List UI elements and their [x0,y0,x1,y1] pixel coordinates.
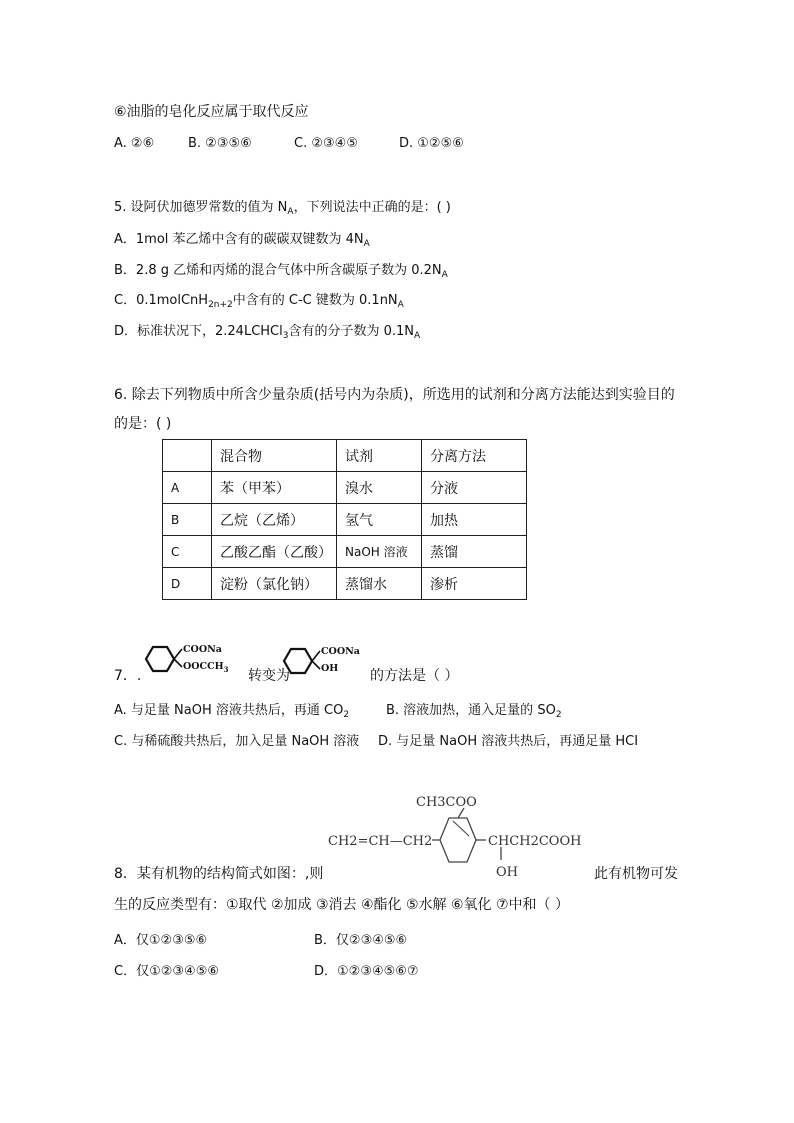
table-cell: 乙酸乙酯（乙酸） [212,536,337,568]
table-cell: 分液 [422,472,527,504]
structure-q8-compound [326,790,598,882]
table-cell: B [163,504,212,536]
table-cell: 加热 [422,504,527,536]
struct1-bottom-label: $OOCCH_3$ [183,661,229,674]
table-header-cell: 试剂 [337,440,422,472]
table-cell: A [163,472,212,504]
q7-option-c[interactable]: C. 与稀硫酸共热后，加入足量 NaOH 溶液 [114,734,360,749]
q8-option-d[interactable]: D．①②③④⑤⑥⑦ [314,964,419,979]
table-header-cell: 混合物 [212,440,337,472]
table-cell: 苯（甲苯） [212,472,337,504]
table-cell: 氢气 [337,504,422,536]
table-header-cell: 分离方法 [422,440,527,472]
table-row[interactable] [163,472,527,504]
q8-label-acid-chain: CHCH2COOH [488,834,582,849]
q5-option-b[interactable]: B．2.8 g 乙烯和丙烯的混合气体中所含碳原子数为 $0.2N_A$ [114,263,448,280]
table-cell: 蒸馏 [422,536,527,568]
struct1-top-label: COONa [183,644,222,655]
table-row[interactable] [163,568,527,600]
q5-option-c[interactable]: C．0.1molCnH$_{2n+2}$中含有的 C-C 键数为 $0.1nN_A$ [114,293,404,310]
struct2-bottom-label: OH [321,663,339,674]
q4-option-a[interactable]: A. ②⑥ [114,136,155,151]
question-6-stem-cont: 的是：( ) [114,416,172,432]
question-8-stem-right: 此有机物可发 [594,866,678,882]
table-cell: 渗析 [422,568,527,600]
table-row[interactable] [163,536,527,568]
q6-table [162,439,527,600]
struct2-top-label: COONa [321,646,360,657]
question-8-stem-cont: 生的反应类型有：①取代 ②加成 ③消去 ④酯化 ⑤水解 ⑥氧化 ⑦中和（ ） [114,897,570,913]
q8-option-b[interactable]: B．仅②③④⑤⑥ [314,933,408,948]
question-7-number: 7．. [114,668,142,684]
q7-stem-tail: 的方法是（ ） [370,668,459,684]
structure-aspirin-sodium [140,636,240,682]
question-6-stem: 6. 除去下列物质中所含少量杂质(括号内为杂质)，所选用的试剂和分离方法能达到实验目的 [114,387,675,403]
table-cell: C [163,536,212,568]
q8-label-allyl: CH2=CH—CH2 [328,834,433,849]
q4-option-d[interactable]: D. ①②⑤⑥ [399,136,464,151]
q4-option-b[interactable]: B. ②③⑤⑥ [188,136,252,151]
question-4-item-6: ⑥油脂的皂化反应属于取代反应 [114,104,309,120]
q7-option-b[interactable]: B. 溶液加热，通入足量的 $SO_2$ [386,703,562,720]
table-header-cell [163,440,212,472]
table-cell: D [163,568,212,600]
table-row[interactable] [163,504,527,536]
question-5-stem: 5. 设阿伏加德罗常数的值为 $N_A$，下列说法中正确的是：( ) [114,200,451,217]
q8-label-acetoxy: CH3COO [416,795,477,810]
table-cell: 蒸馏水 [337,568,422,600]
table-header-row [163,440,527,472]
q7-option-d[interactable]: D. 与足量 NaOH 溶液共热后，再通足量 HCI [378,734,639,749]
q5-option-a[interactable]: A．1mol 苯乙烯中含有的碳碳双键数为 $4N_A$ [114,232,370,249]
question-8-stem: 8．某有机物的结构简式如图：,则 [114,866,324,882]
q8-option-a[interactable]: A．仅①②③⑤⑥ [114,933,208,948]
table-cell: NaOH 溶液 [337,536,422,568]
q4-option-c[interactable]: C. ②③④⑤ [294,136,358,151]
table-cell: 淀粉（氯化钠） [212,568,337,600]
q7-option-a[interactable]: A. 与足量 NaOH 溶液共热后，再通 $CO_2$ [114,703,350,720]
q8-label-hydroxyl: OH [496,865,518,880]
q5-option-d[interactable]: D．标准状况下，2.24LCHCl$_3$含有的分子数为 $0.1N_A$ [114,324,421,341]
q8-option-c[interactable]: C．仅①②③④⑤⑥ [114,964,220,979]
structure-sodium-salicylate [278,639,363,683]
table-cell: 乙烷（乙烯） [212,504,337,536]
q7-transform-text: 转变为 [248,668,290,684]
table-cell: 溴水 [337,472,422,504]
